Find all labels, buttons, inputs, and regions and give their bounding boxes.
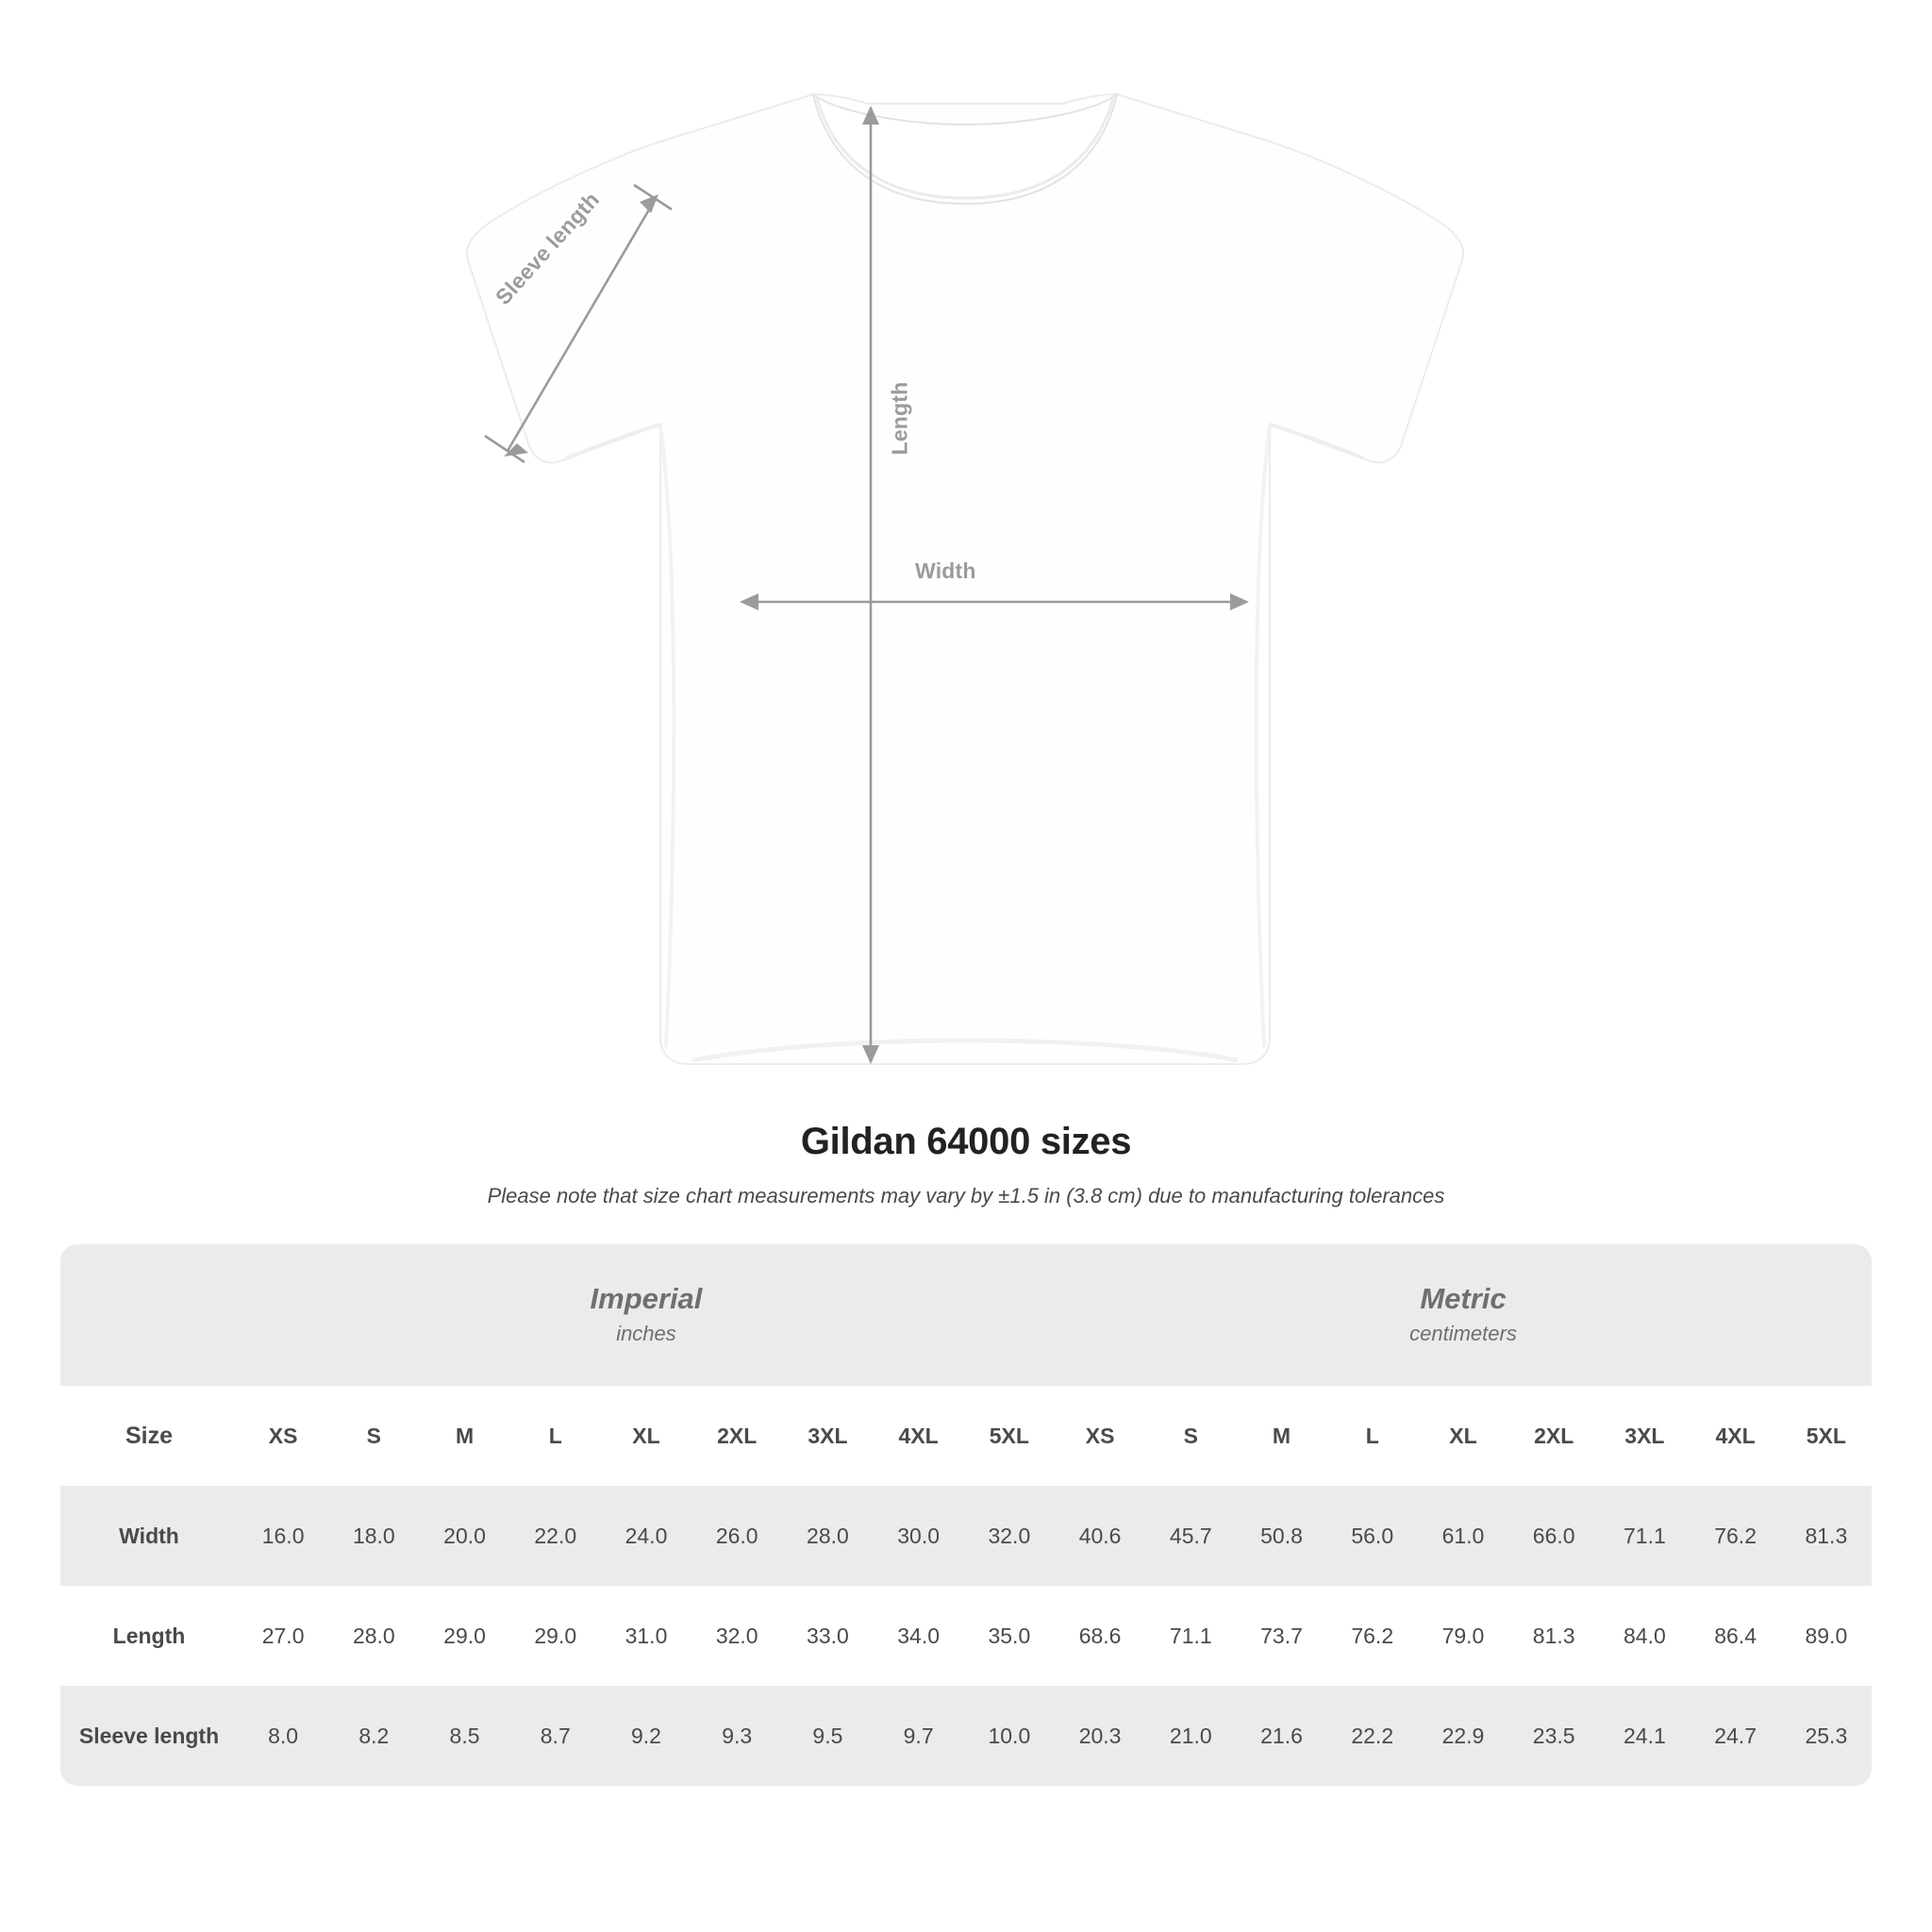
heading-block — [0, 1121, 1932, 1208]
measurement-cell: 68.6 — [1055, 1586, 1145, 1686]
size-column-header: XL — [601, 1386, 691, 1486]
unit-header-spacer — [60, 1244, 238, 1386]
size-column-header: L — [510, 1386, 601, 1486]
measurement-cell: 28.0 — [782, 1486, 873, 1586]
size-column-header: S — [1145, 1386, 1236, 1486]
measurement-cell: 16.0 — [238, 1486, 328, 1586]
unit-header-row — [60, 1244, 1872, 1386]
size-column-header: 5XL — [964, 1386, 1055, 1486]
measurement-cell: 8.5 — [419, 1686, 509, 1786]
sleeve-length-label: Sleeve length — [490, 187, 605, 309]
measurement-cell: 9.3 — [691, 1686, 782, 1786]
measurement-row-label: Length — [60, 1586, 238, 1686]
measurement-cell: 18.0 — [328, 1486, 419, 1586]
size-column-header: M — [419, 1386, 509, 1486]
measurement-row-label: Sleeve length — [60, 1686, 238, 1786]
measurement-cell: 28.0 — [328, 1586, 419, 1686]
unit-group-imperial — [238, 1244, 1055, 1386]
size-row-header: Size — [60, 1386, 238, 1486]
table-row — [60, 1686, 1872, 1786]
size-column-header: 2XL — [691, 1386, 782, 1486]
measurement-cell: 71.1 — [1599, 1486, 1690, 1586]
unit-group-metric — [1055, 1244, 1872, 1386]
measurement-cell: 20.3 — [1055, 1686, 1145, 1786]
size-header-row — [60, 1386, 1872, 1486]
measurement-cell: 24.7 — [1690, 1686, 1781, 1786]
measurement-cell: 73.7 — [1236, 1586, 1326, 1686]
measurement-cell: 33.0 — [782, 1586, 873, 1686]
length-label: Length — [887, 381, 912, 456]
measurement-cell: 79.0 — [1418, 1586, 1508, 1686]
measurement-cell: 45.7 — [1145, 1486, 1236, 1586]
measurement-cell: 23.5 — [1508, 1686, 1599, 1786]
measurement-cell: 8.0 — [238, 1686, 328, 1786]
measurement-cell: 76.2 — [1327, 1586, 1418, 1686]
measurement-cell: 32.0 — [964, 1486, 1055, 1586]
measurement-cell: 35.0 — [964, 1586, 1055, 1686]
measurement-cell: 50.8 — [1236, 1486, 1326, 1586]
size-table — [60, 1244, 1872, 1786]
width-label: Width — [915, 558, 976, 583]
measurement-cell: 9.5 — [782, 1686, 873, 1786]
measurement-cell: 22.2 — [1327, 1686, 1418, 1786]
size-column-header: XS — [1055, 1386, 1145, 1486]
measurement-cell: 32.0 — [691, 1586, 782, 1686]
measurement-cell: 27.0 — [238, 1586, 328, 1686]
measurement-cell: 71.1 — [1145, 1586, 1236, 1686]
unit-group-name: Metric — [1420, 1282, 1507, 1316]
measurement-cell: 30.0 — [874, 1486, 964, 1586]
size-column-header: L — [1327, 1386, 1418, 1486]
tolerance-note: Please note that size chart measurements may vary by ±1.5 in (3.8 cm) due to manufacturing tolerances — [487, 1184, 1445, 1208]
measurement-cell: 25.3 — [1781, 1686, 1872, 1786]
page-title: Gildan 64000 sizes — [800, 1121, 1132, 1162]
size-column-header: 3XL — [782, 1386, 873, 1486]
unit-group-sub: centimeters — [1409, 1321, 1517, 1345]
measurement-cell: 56.0 — [1327, 1486, 1418, 1586]
measurement-cell: 76.2 — [1690, 1486, 1781, 1586]
measurement-row-label: Width — [60, 1486, 238, 1586]
measurement-cell: 21.6 — [1236, 1686, 1326, 1786]
measurement-cell: 9.2 — [601, 1686, 691, 1786]
measurement-cell: 31.0 — [601, 1586, 691, 1686]
measurement-cell: 89.0 — [1781, 1586, 1872, 1686]
measurement-cell: 8.7 — [510, 1686, 601, 1786]
size-column-header: 2XL — [1508, 1386, 1599, 1486]
measurement-cell: 22.0 — [510, 1486, 601, 1586]
measurement-cell: 86.4 — [1690, 1586, 1781, 1686]
measurement-cell: 9.7 — [874, 1686, 964, 1786]
size-column-header: S — [328, 1386, 419, 1486]
measurement-cell: 61.0 — [1418, 1486, 1508, 1586]
measurement-cell: 20.0 — [419, 1486, 509, 1586]
unit-group-name: Imperial — [590, 1282, 703, 1316]
measurement-cell: 40.6 — [1055, 1486, 1145, 1586]
table-row — [60, 1586, 1872, 1686]
measurement-cell: 24.1 — [1599, 1686, 1690, 1786]
size-table-wrap — [60, 1244, 1872, 1786]
size-column-header: XS — [238, 1386, 328, 1486]
size-column-header: 5XL — [1781, 1386, 1872, 1486]
size-column-header: 3XL — [1599, 1386, 1690, 1486]
table-row — [60, 1486, 1872, 1586]
measurement-cell: 24.0 — [601, 1486, 691, 1586]
measurement-cell: 10.0 — [964, 1686, 1055, 1786]
measurement-cell: 84.0 — [1599, 1586, 1690, 1686]
size-column-header: 4XL — [1690, 1386, 1781, 1486]
measurement-cell: 34.0 — [874, 1586, 964, 1686]
unit-group-sub: inches — [616, 1321, 676, 1345]
measurement-cell: 29.0 — [510, 1586, 601, 1686]
size-column-header: M — [1236, 1386, 1326, 1486]
measurement-cell: 22.9 — [1418, 1686, 1508, 1786]
measurement-cell: 81.3 — [1781, 1486, 1872, 1586]
measurement-cell: 29.0 — [419, 1586, 509, 1686]
measurement-cell: 81.3 — [1508, 1586, 1599, 1686]
size-column-header: XL — [1418, 1386, 1508, 1486]
measurement-cell: 66.0 — [1508, 1486, 1599, 1586]
measurement-cell: 21.0 — [1145, 1686, 1236, 1786]
size-column-header: 4XL — [874, 1386, 964, 1486]
measurement-cell: 26.0 — [691, 1486, 782, 1586]
measurement-cell: 8.2 — [328, 1686, 419, 1786]
